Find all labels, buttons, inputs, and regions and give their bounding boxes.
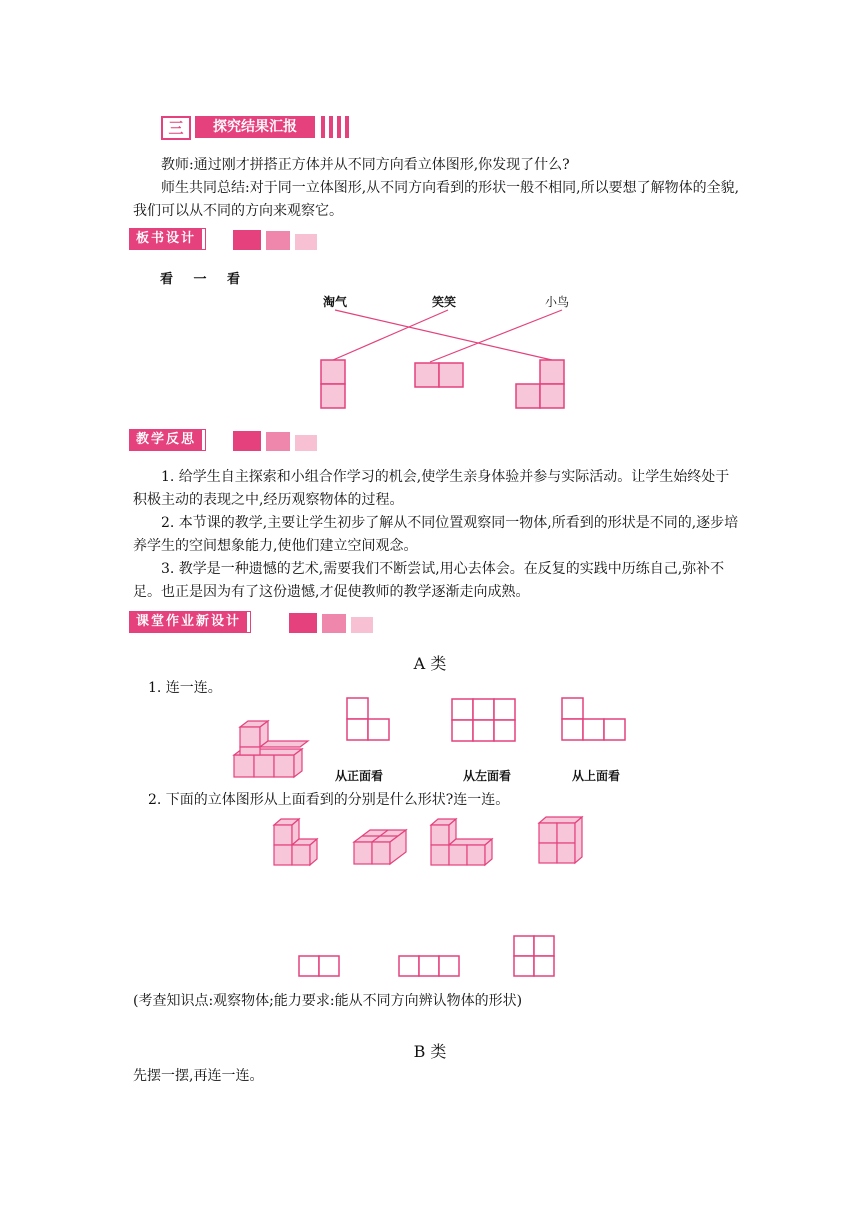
q2-figure-2: [352, 828, 410, 868]
report-p1: 教师:通过刚才拼搭正方体并从不同方向看立体图形,你发现了什么?: [161, 157, 570, 173]
caption-top: 从上面看: [572, 769, 621, 783]
deco-square: [266, 231, 290, 250]
board-heading: 板书设计: [130, 229, 205, 249]
reflection-heading: 教学反思: [130, 430, 205, 450]
q2-view-2: [398, 955, 462, 979]
caption-front: 从正面看: [335, 769, 384, 783]
q2-figure-3: [429, 817, 499, 867]
reflection-item-3: 3. 教学是一种遗憾的艺术,需要我们不断尝试,用心去体会。在反复的实践中历练自己,弥补不足。也正是因为有了这份遗憾,才促使教师的教学逐渐走向成熟。: [133, 561, 725, 600]
q1-3d-figure: [230, 715, 320, 783]
deco-square: [233, 230, 261, 250]
match-line: [333, 310, 448, 360]
section3-number: 三: [161, 116, 191, 140]
q2-text: 2. 下面的立体图形从上面看到的分别是什么形状?连一连。: [148, 792, 510, 808]
label-xiaoniao: 小鸟: [545, 295, 570, 309]
label-taoqi: 淘气: [323, 295, 348, 309]
reflection-item-2: 2. 本节课的教学,主要让学生初步了解从不同位置观察同一物体,所看到的形状是不同的,逐步培养学生的空间想象能力,使他们建立空间观念。: [133, 515, 739, 554]
deco-square: [295, 435, 317, 451]
q2-note: (考查知识点:观察物体;能力要求:能从不同方向辨认物体的形状): [133, 993, 523, 1009]
q2-view-1: [298, 955, 342, 979]
class-b-title: B 类: [413, 1042, 447, 1061]
b1-text: 先摆一摆,再连一连。: [133, 1068, 264, 1084]
q1-text: 1. 连一连。: [148, 680, 222, 696]
q1-view-left: [451, 698, 517, 742]
section3-title: 探究结果汇报: [195, 116, 315, 138]
report-p2: 师生共同总结:对于同一立体图形,从不同方向看到的形状一般不相同,所以要想了解物体的全貌,我们可以从不同的方向来观察它。: [133, 180, 740, 219]
q1-view-front: [346, 697, 392, 741]
q1-view-top: [561, 697, 627, 741]
board-diagram: [300, 300, 590, 415]
q2-view-3: [513, 935, 557, 979]
section3-banner: [161, 116, 351, 138]
q2-figure-4: [537, 815, 589, 867]
deco-square: [233, 431, 261, 451]
deco-square: [322, 614, 346, 633]
banner-stripes: [321, 116, 351, 138]
q2-figure-1: [272, 817, 324, 867]
label-xiaoxiao: 笑笑: [432, 295, 457, 309]
match-line: [335, 310, 552, 360]
reflection-item-1: 1. 给学生自主探索和小组合作学习的机会,使学生亲身体验并参与实际活动。让学生始终处于积极主动的表现之中,经历观察物体的过程。: [133, 469, 730, 508]
deco-square: [351, 617, 373, 633]
deco-square: [289, 613, 317, 633]
class-a-title: A 类: [413, 654, 447, 673]
board-title: 看 一 看: [160, 272, 249, 287]
homework-heading: 课堂作业新设计: [130, 612, 250, 632]
deco-square: [295, 234, 317, 250]
deco-square: [266, 432, 290, 451]
caption-left: 从左面看: [463, 769, 512, 783]
